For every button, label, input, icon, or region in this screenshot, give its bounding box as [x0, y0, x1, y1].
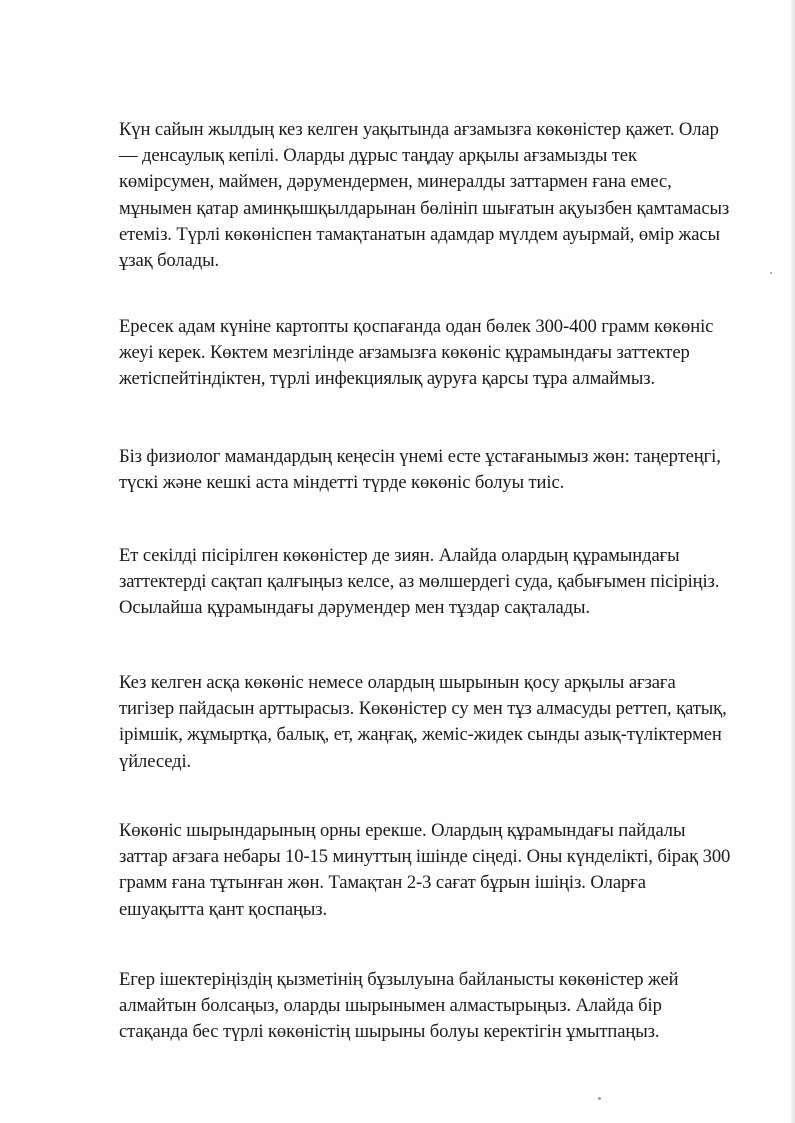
paragraph-6	[119, 818, 759, 923]
paragraph-line: Біз физиолог мамандардың кеңесін үнемі есте ұстағанымыз жөн: таңертеңгі,	[119, 446, 721, 467]
paragraph-line: — денсаулық кепілі. Оларды дұрыс таңдау арқылы ағзамызды тек	[119, 145, 637, 167]
paragraph-line: грамм ғана тұтынған жөн. Тамақтан 2-3 сағат бұрын ішіңіз. Оларға	[119, 872, 646, 894]
scan-speck	[598, 1097, 601, 1100]
scan-edge-shadow	[791, 0, 795, 1123]
paragraph-line: ешуақытта қант қоспаңыз.	[119, 898, 328, 920]
paragraph-3	[119, 444, 759, 496]
paragraph-1	[119, 117, 759, 274]
paragraph-line: Ересек адам күніне картопты қоспағанда одан бөлек 300-400 грамм көкөніс	[119, 316, 714, 337]
paragraph-line: Ет секілді пісірілген көкөністер де зиян. Алайда олардың құрамындағы	[119, 545, 680, 566]
paragraph-line: үйлеседі.	[119, 750, 192, 772]
paragraph-line: Көкөніс шырындарының орны ерекше. Олардың құрамындағы пайдалы	[119, 820, 686, 841]
paragraph-line: ірімшік, жұмыртқа, балық, ет, жаңғақ, жеміс-жидек сынды азық-түліктермен	[119, 724, 722, 746]
paragraph-line: Осылайша құрамындағы дәрумендер мен тұздар сақталады.	[119, 597, 590, 619]
paragraph-line: заттектерді сақтап қалғыңыз келсе, аз мөлшердегі суда, қабығымен пісіріңіз.	[119, 571, 720, 593]
paragraph-line: тигізер пайдасын арттырасыз. Көкөністер су мен тұз алмасуды реттеп, қатық,	[119, 698, 727, 720]
paragraph-line: түскі және кешкі аста міндетті түрде көкөніс болуы тиіс.	[119, 472, 565, 494]
paragraph-line: көмірсумен, маймен, дәрумендермен, минералды заттармен ғана емес,	[119, 171, 672, 193]
paragraph-line: заттар ағзаға небары 10-15 минуттың ішінде сіңеді. Оны күнделікті, бірақ 300	[119, 846, 731, 868]
paragraph-5	[119, 670, 759, 775]
paragraph-line: Кез келген асқа көкөніс немесе олардың шырынын қосу арқылы ағзаға	[119, 672, 676, 693]
paragraph-2	[119, 314, 759, 393]
paragraph-line: ұзақ болады.	[119, 250, 220, 272]
paragraph-line: алмайтын болсаңыз, оларды шырынымен алмастырыңыз. Алайда бір	[119, 995, 662, 1017]
paragraph-7	[119, 967, 759, 1046]
paragraph-4	[119, 543, 759, 622]
paragraph-line: Егер ішектеріңіздің қызметінің бұзылуына байланысты көкөністер жей	[119, 969, 679, 990]
paragraph-line: етеміз. Түрлі көкөніспен тамақтанатын адамдар мүлдем ауырмай, өмір жасы	[119, 223, 720, 245]
paragraph-line: Күн сайын жылдың кез келген уақытында ағзамызға көкөністер қажет. Олар	[119, 119, 719, 140]
paragraph-line: жеуі керек. Көктем мезгілінде ағзамызға көкөніс құрамындағы заттектер	[119, 342, 690, 364]
paragraph-line: стақанда бес түрлі көкөністің шырыны болуы керектігін ұмытпаңыз.	[119, 1021, 660, 1043]
scan-speck	[770, 272, 772, 274]
paragraph-line: мұнымен қатар аминқышқылдарынан бөлініп шығатын ақуызбен қамтамасыз	[119, 197, 730, 219]
paragraph-line: жетіспейтіндіктен, түрлі инфекциялық ауруға қарсы тұра алмаймыз.	[119, 368, 656, 390]
